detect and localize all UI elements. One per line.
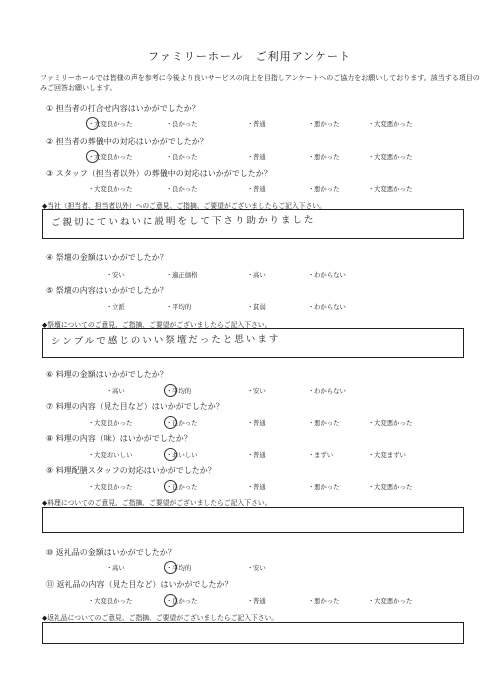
handwritten-answer: シンプルで感じのいい祭壇だったと思います [50,333,281,348]
option-q2-3[interactable]: ・悪かった [308,153,340,161]
option-q1-1[interactable]: ・良かった [166,120,198,128]
option-q5-1[interactable]: ・平均的 [166,303,192,311]
option-q9-3[interactable]: ・悪かった [308,483,340,491]
option-q5-2[interactable]: ・貧弱 [247,303,266,311]
question-text: 祭壇の金額はいかがでしたか？ [55,253,168,262]
option-q7-2[interactable]: ・普通 [247,419,266,427]
handwritten-answer: ご親切にていねいに説明をして下さり助かりました [50,214,316,229]
question-10 [46,547,176,558]
question-number: ① [46,104,54,113]
selected-circle-mark [164,594,177,607]
option-q11-4[interactable]: ・大変悪かった [368,597,413,605]
option-q6-2[interactable]: ・安い [247,387,266,395]
selected-circle-mark [164,480,177,493]
option-q11-0[interactable]: ・大変良かった [88,597,133,605]
comment-header-food: ◆料理についてのご意見、ご指摘、ご要望がございましたらご記入下さい。 [42,499,272,507]
question-text: 返礼品の金額はいかがでしたか？ [55,548,176,557]
option-q2-1[interactable]: ・良かった [166,153,198,161]
question-number: ⑩ [46,548,54,557]
option-q8-3[interactable]: ・まずい [308,451,334,459]
selected-circle-mark [86,117,99,130]
option-q5-0[interactable]: ・立派 [106,303,125,311]
option-q9-1[interactable]: ・良かった [166,482,198,491]
question-number: ⑥ [46,370,54,379]
selected-circle-mark [164,561,177,574]
option-q6-3[interactable]: ・わからない [308,387,346,395]
comment-header-altar: ◆祭壇についてのご意見、ご指摘、ご要望がございましたらご記入下さい。 [42,321,272,329]
option-q10-0[interactable]: ・高い [106,564,125,572]
question-7 [46,401,224,412]
selected-circle-mark [164,416,177,429]
option-q11-1[interactable]: ・良かった [166,596,198,605]
comment-box-food[interactable] [42,507,464,533]
option-q3-2[interactable]: ・普通 [247,185,266,193]
option-q6-0[interactable]: ・高い [106,387,125,395]
question-6 [46,369,168,380]
question-text: スタッフ（担当者以外）の葬儀中の対応はいかがでしたか？ [55,169,272,178]
option-q5-3[interactable]: ・わからない [308,303,346,311]
question-number: ⑪ [46,580,54,589]
question-text: 担当者の打合せ内容はいかがでしたか？ [55,104,200,113]
option-q1-2[interactable]: ・普通 [247,120,266,128]
option-q2-2[interactable]: ・普通 [247,153,266,161]
question-1 [46,103,200,114]
option-q4-1[interactable]: ・適正価格 [166,271,198,279]
comment-box-staff[interactable] [42,209,464,239]
question-11 [46,579,233,590]
question-9 [46,465,216,476]
question-number: ⑤ [46,286,54,295]
comment-box-altar[interactable] [42,328,464,358]
option-q3-3[interactable]: ・悪かった [308,185,340,193]
option-q2-4[interactable]: ・大変悪かった [368,153,413,161]
comment-header-staff: ◆当社（担当者、担当者以外）へのご意見、ご指摘、ご要望がございましたらご記入下さい。 [42,202,326,210]
option-q4-2[interactable]: ・高い [247,271,266,279]
question-number: ⑨ [46,466,54,475]
option-q8-0[interactable]: ・大変おいしい [88,451,133,459]
question-text: 祭壇の内容はいかがでしたか？ [55,286,168,295]
option-q3-0[interactable]: ・大変良かった [88,185,133,193]
option-q3-1[interactable]: ・良かった [166,185,198,193]
comment-box-return-gift[interactable] [42,622,464,644]
option-q11-2[interactable]: ・普通 [247,597,266,605]
question-number: ③ [46,169,54,178]
option-q10-2[interactable]: ・安い [247,564,266,572]
option-q8-2[interactable]: ・普通 [247,451,266,459]
question-text: 料理の金額はいかがでしたか？ [55,370,168,379]
option-q8-1[interactable]: ・おいしい [166,450,198,459]
question-number: ② [46,137,54,146]
question-text: 担当者の葬儀中の対応はいかがでしたか？ [55,137,208,146]
question-number: ⑧ [46,434,54,443]
selected-circle-mark [164,448,177,461]
option-q7-3[interactable]: ・悪かった [308,419,340,427]
page-title: ファミリーホール ご利用アンケート [148,50,351,63]
option-q7-0[interactable]: ・大変良かった [88,419,133,427]
option-q6-1[interactable]: ・平均的 [166,386,191,395]
option-q1-4[interactable]: ・大変悪かった [368,120,413,128]
option-q4-0[interactable]: ・安い [106,271,125,279]
option-q1-0[interactable]: ・大変良かった [88,119,132,128]
question-8 [46,433,192,444]
question-5 [46,285,168,296]
option-q7-4[interactable]: ・大変悪かった [368,419,413,427]
option-q9-4[interactable]: ・大変悪かった [368,483,413,491]
option-q3-4[interactable]: ・大変悪かった [368,185,413,193]
question-3 [46,168,272,179]
option-q2-0[interactable]: ・大変良かった [88,152,132,161]
question-text: 返礼品の内容（見た目など）はいかがでしたか？ [56,580,233,589]
question-text: 料理の内容（見た目など）はいかがでしたか？ [55,402,224,411]
option-q10-1[interactable]: ・平均的 [166,563,191,572]
question-number: ⑦ [46,402,54,411]
option-q9-2[interactable]: ・普通 [247,483,266,491]
selected-circle-mark [86,150,99,163]
question-text: 料理配膳スタッフの対応はいかがでしたか？ [55,466,216,475]
option-q7-1[interactable]: ・良かった [166,418,198,427]
question-text: 料理の内容（味）はいかがでしたか？ [55,434,192,443]
option-q8-4[interactable]: ・大変まずい [368,451,406,459]
option-q9-0[interactable]: ・大変良かった [88,483,133,491]
comment-header-return-gift: ◆返礼品についてのご意見、ご指摘、ご要望がございましたらご記入下さい。 [42,614,279,622]
question-2 [46,136,208,147]
question-4 [46,252,168,263]
option-q11-3[interactable]: ・悪かった [308,597,340,605]
intro-text: ファミリーホールでは皆様の声を参考に今後より良いサービスの向上を目指しアンケートへのご協力をお願いしております。該当する項目のみご回答お願いします。 [40,74,480,92]
option-q1-3[interactable]: ・悪かった [308,120,340,128]
option-q4-3[interactable]: ・わからない [308,271,346,279]
question-number: ④ [46,253,54,262]
selected-circle-mark [164,384,177,397]
